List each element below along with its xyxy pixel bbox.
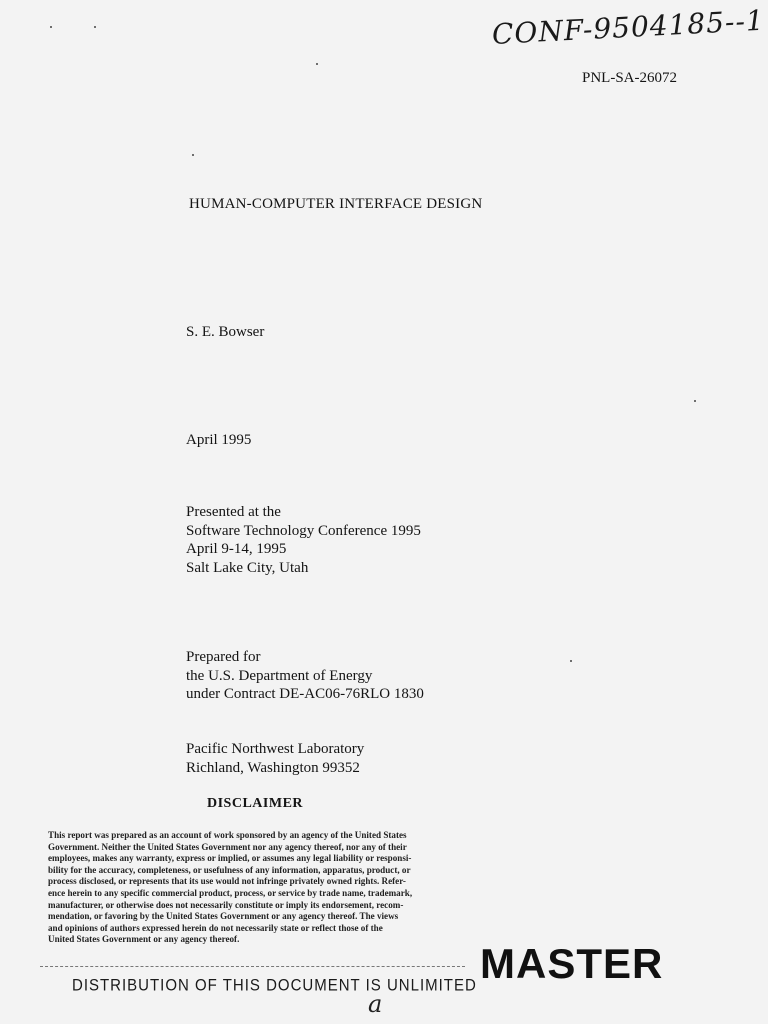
distribution-statement: DISTRIBUTION OF THIS DOCUMENT IS UNLIMITED — [72, 976, 477, 995]
handwritten-conf-number: CONF-9504185--1 — [491, 3, 766, 51]
presentation-line: Presented at the — [186, 504, 281, 520]
laboratory-block — [186, 740, 364, 777]
scan-speck — [192, 154, 194, 156]
disclaimer-line: This report was prepared as an account of work sponsored by an agency of the United States — [48, 830, 407, 840]
prepared-for-block — [186, 648, 424, 704]
conference-location: Salt Lake City, Utah — [186, 559, 309, 576]
scan-speck — [694, 400, 696, 402]
scan-speck — [316, 63, 318, 65]
disclaimer-heading: DISCLAIMER — [207, 796, 304, 811]
divider-rule — [40, 966, 465, 967]
disclaimer-line: bility for the accuracy, completeness, or usefulness of any information, apparatus, product, or — [48, 864, 411, 875]
disclaimer-line: ence herein to any specific commercial product, process, or service by trade name, trademark, — [48, 887, 413, 898]
disclaimer-line: Government. Neither the United States Government nor any agency thereof, nor any of their — [48, 841, 407, 852]
report-number: PNL-SA-26072 — [582, 70, 678, 86]
disclaimer-line: and opinions of authors expressed herein do not necessarily state or reflect those of the — [48, 922, 383, 933]
document-title: HUMAN-COMPUTER INTERFACE DESIGN — [189, 196, 483, 212]
presentation-block — [186, 503, 421, 577]
master-stamp: MASTER — [480, 940, 664, 987]
scan-speck — [570, 660, 572, 662]
conference-name: Software Technology Conference 1995 — [186, 522, 421, 539]
disclaimer-line: manufacturer, or otherwise does not necessarily constitute or imply its endorsement, recom- — [48, 899, 404, 910]
author: S. E. Bowser — [186, 324, 265, 340]
disclaimer-line: mendation, or favoring by the United States Government or any agency thereof. The views — [48, 911, 399, 922]
scan-speck — [50, 26, 52, 28]
disclaimer-line: United States Government or any agency thereof. — [48, 934, 240, 945]
handwritten-initials: a — [368, 990, 383, 1018]
conference-dates: April 9-14, 1995 — [186, 541, 287, 557]
laboratory-name: Pacific Northwest Laboratory — [186, 741, 365, 757]
laboratory-address: Richland, Washington 99352 — [186, 759, 360, 776]
publication-date: April 1995 — [186, 432, 252, 448]
contract-number: under Contract DE-AC06-76RLO 1830 — [186, 686, 424, 702]
prepared-for-line: Prepared for — [186, 649, 261, 665]
disclaimer-text — [48, 830, 459, 946]
disclaimer-line: process disclosed, or represents that its use would not infringe privately owned rights. Refer- — [48, 876, 406, 887]
disclaimer-line: employees, makes any warranty, express or implied, or assumes any legal liability or responsi- — [48, 853, 412, 864]
scan-speck — [94, 26, 96, 28]
sponsor-name: the U.S. Department of Energy — [186, 667, 373, 684]
